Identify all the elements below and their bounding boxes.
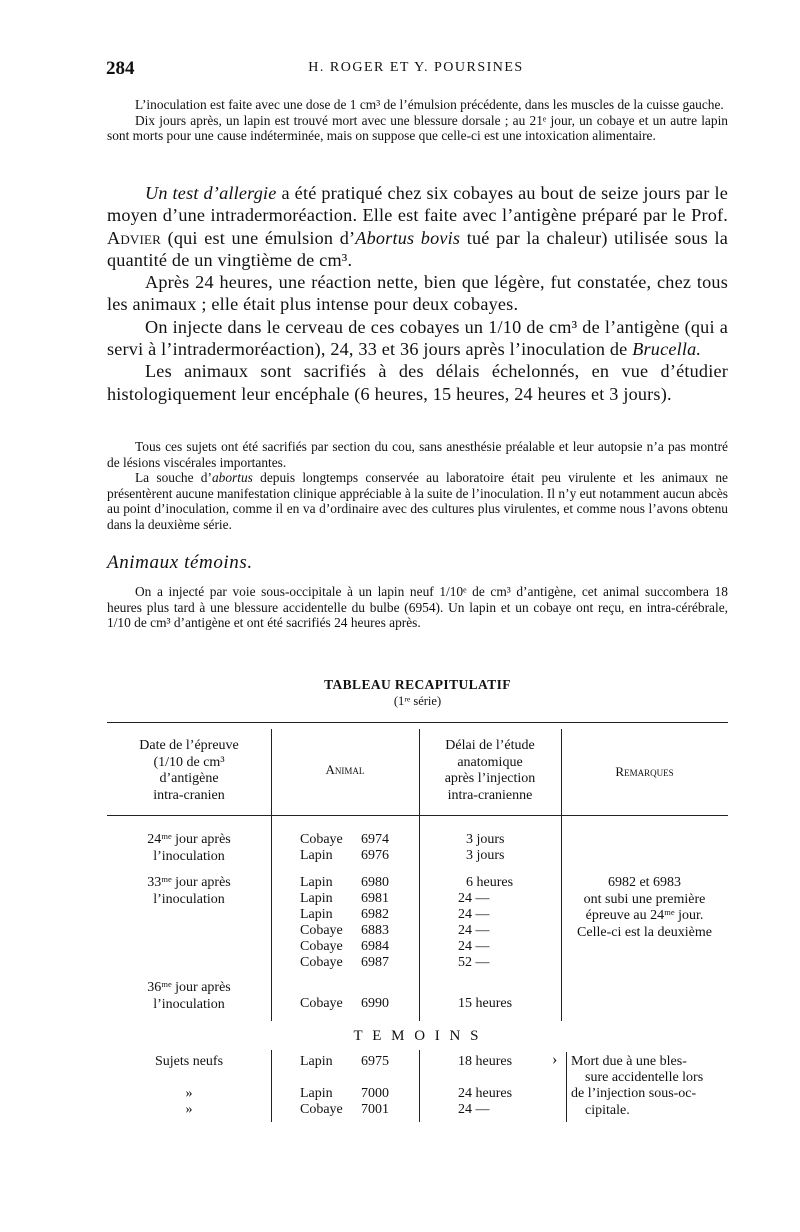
allergy-paragraph-2: Après 24 heures, une réaction nette, bien que légère, fut constatée, chez tous les animaux ; elle était plus intense pour deux cobayes. (107, 272, 728, 315)
table-header-rule (107, 815, 728, 816)
row-animal: Cobaye (300, 1102, 343, 1117)
row-delay: 6 heures (466, 875, 514, 890)
row-number: 6974 (361, 832, 389, 847)
group4-date-2: » (185, 1086, 193, 1101)
header-remarques: Remarques (615, 764, 674, 779)
remark-line: cipitale. (585, 1102, 630, 1118)
row-delay: 24 — (458, 891, 490, 906)
row-animal: Lapin (300, 1054, 333, 1069)
temoins-heading: Animaux témoins. (107, 552, 253, 573)
header-delai-line-1: Délai de l’étude (445, 738, 535, 753)
group2-date-line-2: l’inoculation (153, 891, 225, 907)
row-delay: 24 heures (458, 1086, 513, 1101)
allergy-text-b: (qui est une émulsion d’ (161, 227, 356, 248)
temoins-paragraph: On a injecté par voie sous-occipitale à un lapin neuf 1/10ᵉ de cm³ d’antigène, cet animal succombera 18 heures plus tard à une blessure accidentelle du bulbe (6954). Un lapin et un cobaye ont reçu, en intra-cérébrale, 1/10 de cm³ d’antigène et ont été sacrifiés 24 heures après. (107, 584, 728, 631)
row-delay: 3 jours (466, 848, 505, 863)
row-delay: 52 — (458, 955, 490, 970)
allergy-text-d: On injecte dans le cerveau de ces cobayes un 1/10 de cm³ de l’antigène (qui a servi à l’intradermoréaction), 24, 33 et 36 jours après l’inoculation de (107, 316, 728, 360)
group1-date-line-2: l’inoculation (153, 848, 225, 864)
row-animal: Cobaye (300, 923, 343, 938)
page-number: 284 (106, 58, 135, 79)
group3-date (107, 980, 271, 1013)
header-delai-line-2: anatomique (457, 754, 523, 770)
row-delay: 18 heures (458, 1054, 513, 1069)
group2-date-line-1: 33ᵐᵉ jour après (147, 875, 231, 890)
remark-line: Mort due à une bles- (571, 1054, 687, 1069)
chevron-right-icon: › (552, 1051, 558, 1068)
group3-date-line-1: 36ᵐᵉ jour après (147, 980, 231, 995)
table-title: TABLEAU RECAPITULATIF (324, 677, 511, 692)
table-row (300, 848, 333, 864)
row-number: 6982 (361, 907, 389, 922)
row-animal: Lapin (300, 848, 333, 863)
running-head: H. ROGER ET Y. POURSINES (308, 60, 524, 75)
remark-line: Celle-ci est la deuxième (577, 924, 712, 940)
row-animal: Cobaye (300, 955, 343, 970)
group4-remarks (571, 1054, 731, 1119)
header-delai (419, 738, 561, 804)
sacrifice-text-a: La souche d’ (135, 470, 212, 486)
intro-paragraph-2: Dix jours après, un lapin est trouvé mort avec une blessure dorsale ; au 21ᵉ jour, un cobaye et un autre lapin sont morts pour une cause indéterminée, mais on suppose que celle-ci est une intoxication alimentaire. (107, 112, 728, 144)
temoins-col-divider-3 (566, 1052, 567, 1122)
row-number: 6984 (361, 939, 389, 954)
intro-block (107, 97, 728, 144)
remark-line: épreuve au 24ᵐᵉ jour. (585, 908, 704, 923)
row-animal: Cobaye (300, 832, 343, 847)
header-date-line-2: (1/10 de cm³ (153, 754, 225, 770)
group1-date-line-1: 24ᵐᵉ jour après (147, 832, 231, 847)
row-number: 6976 (361, 848, 389, 863)
row-number: 6987 (361, 955, 389, 970)
row-delay: 24 — (458, 923, 490, 938)
row-delay: 3 jours (466, 832, 505, 847)
row-number: 7001 (361, 1102, 389, 1117)
row-animal: Lapin (300, 891, 333, 906)
table-subtitle: (1ʳᵉ série) (393, 694, 442, 708)
temoins-col-divider-1 (271, 1050, 272, 1122)
remark-line: 6982 et 6983 (607, 875, 682, 890)
table-row (300, 832, 343, 848)
temoins-label: T E M O I N S (353, 1028, 482, 1044)
page-header (106, 58, 726, 84)
row-animal: Cobaye (300, 996, 343, 1011)
brucella-italic: Brucella. (632, 339, 702, 360)
group2-remarks (561, 875, 728, 941)
row-animal: Cobaye (300, 939, 343, 954)
row-number: 7000 (361, 1086, 389, 1101)
header-animal: Animal (325, 762, 365, 777)
row-number: 6981 (361, 891, 389, 906)
sacrifice-block (107, 439, 728, 533)
row-number: 6883 (361, 923, 389, 938)
abortus-italic: abortus (211, 470, 253, 486)
header-date-line-1: Date de l’épreuve (139, 738, 239, 753)
allergy-test-italic: Un test d’allergie (145, 183, 277, 203)
row-animal: Lapin (300, 875, 333, 890)
remark-line: de l’injection sous-oc- (571, 1086, 697, 1102)
group1-date (107, 832, 271, 865)
abortus-bovis-italic: Abortus bovis (355, 227, 461, 248)
table-top-rule (107, 722, 728, 723)
row-delay: 15 heures (458, 996, 513, 1011)
temoins-col-divider-2 (419, 1050, 420, 1122)
remark-line: sure accidentelle lors (585, 1070, 704, 1086)
header-date-epreuve (107, 738, 271, 804)
allergy-text-a: a été pratiqué chez six cobayes au bout de seize jours par le moyen d’une intradermoréaction. Elle est faite avec l’antigène préparé par le Prof. (107, 183, 728, 226)
author-advier: Advier (107, 227, 162, 248)
allergy-paragraph-3 (107, 316, 728, 361)
sacrifice-text-b: depuis longtemps conservée au laboratoire était peu virulente et les animaux ne présentèrent aucune manifestation clinique appréciable à la suite de l’inoculation. Il n’y eut notamment aucun abcès au point d’inoculation, comme il en va d’ordinaire avec des cultures plus virulentes, et comme nous l’avons obtenu dans la deuxième série. (107, 470, 728, 532)
group2-date (107, 875, 271, 908)
header-date-line-4: intra-cranien (153, 787, 225, 803)
row-delay: 24 — (458, 1102, 490, 1117)
group3-date-line-2: l’inoculation (153, 996, 225, 1012)
allergy-paragraph-4: Les animaux sont sacrifiés à des délais échelonnés, en vue d’étudier histologiquement leur encéphale (6 heures, 15 heures, 24 heures et 3 jours). (107, 361, 728, 404)
group4-date-3: » (185, 1102, 193, 1117)
allergy-text-c: tué par la chaleur) utilisée sous la quantité de un vingtième de cm³. (107, 227, 728, 270)
header-delai-line-3: après l’injection (444, 771, 536, 786)
row-delay: 24 — (458, 907, 490, 922)
row-number: 6980 (361, 875, 389, 890)
sacrifice-paragraph-2 (107, 470, 728, 532)
allergy-block (107, 182, 728, 405)
row-number: 6975 (361, 1054, 389, 1069)
allergy-paragraph-1 (107, 182, 728, 271)
row-delay: 24 — (458, 939, 490, 954)
group4-date-1: Sujets neufs (154, 1054, 224, 1069)
row-number: 6990 (361, 996, 389, 1011)
header-delai-line-4: intra-cranienne (447, 787, 533, 803)
header-date-line-3: d’antigène (159, 771, 219, 786)
row-animal: Lapin (300, 1086, 333, 1101)
sacrifice-paragraph-1: Tous ces sujets ont été sacrifiés par section du cou, sans anesthésie préalable et leur autopsie n’a pas montré de lésions viscérales importantes. (107, 439, 728, 470)
intro-paragraph-1: L’inoculation est faite avec une dose de 1 cm³ de l’émulsion précédente, dans les muscles de la cuisse gauche. (135, 97, 724, 112)
remark-line: ont subi une première (583, 891, 706, 907)
temoins-block (107, 584, 728, 631)
row-animal: Lapin (300, 907, 333, 922)
